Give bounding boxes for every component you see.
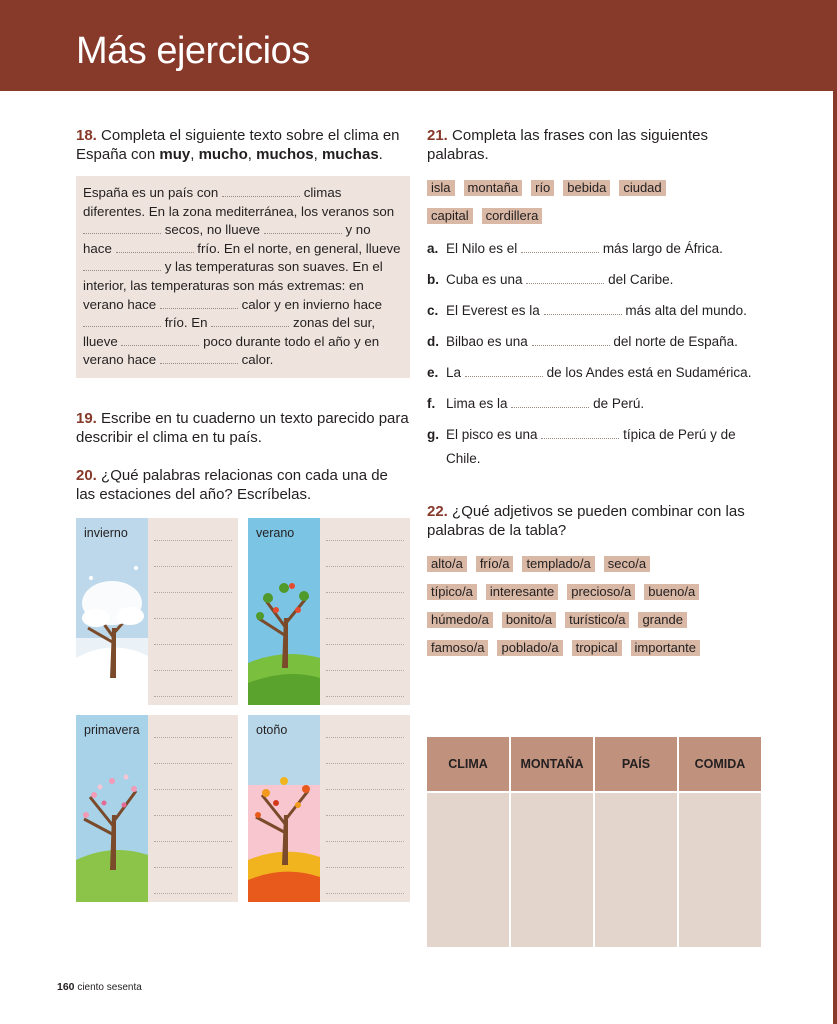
answer-lines[interactable] [154, 518, 232, 705]
right-column [427, 126, 767, 662]
sentence-c: c. El Everest es la más alta del mundo. [427, 303, 747, 318]
sentence-g: g. El pisco es una típica de Perú y de Chile. [427, 427, 736, 466]
exercise-19-title: 19. Escribe en tu cuaderno un texto parecido para describir el clima en tu país. [76, 409, 409, 446]
page-edge-stripe [833, 91, 837, 1024]
word-muchos: muchos [256, 146, 314, 163]
page-header [0, 0, 837, 91]
blank[interactable] [521, 240, 599, 253]
adjective-tag: típico/a [427, 584, 477, 600]
adjective-tag: famoso/a [427, 640, 488, 656]
season-card-winter [76, 518, 238, 705]
exercise-18-text-box: España es un país con climas diferentes. En la zona mediterránea, los veranos son secos, no llueve y no hace frío. En el norte, en general, llueve y las temperaturas son suaves. En el interior, las temperaturas son más extremas: en verano hace calor y en invierno hace frío. En zonas del sur, llueve poco durante todo el año y en verano hace calor. [76, 176, 410, 378]
left-column [76, 126, 410, 910]
season-label-autumn: otoño [256, 722, 288, 737]
adjective-tag: alto/a [427, 556, 467, 572]
adjective-tag: bonito/a [502, 612, 556, 628]
exercise-18-title: 18. Completa el siguiente texto sobre el clima en España con muy, mucho, muchos, muchas. [76, 127, 400, 163]
adjective-tag: templado/a [522, 556, 594, 572]
column-header-pais: PAÍS [595, 737, 677, 791]
table-cell-comida[interactable] [679, 793, 761, 947]
season-label-winter: invierno [84, 525, 128, 540]
blank[interactable] [526, 271, 604, 284]
spring-tree-illustration [76, 715, 148, 902]
blank[interactable] [511, 395, 589, 408]
blank-9[interactable] [121, 333, 199, 346]
blank-6[interactable] [160, 296, 238, 309]
season-card-spring [76, 715, 238, 902]
blank-3[interactable] [264, 221, 342, 234]
word-tag: cordillera [482, 208, 543, 224]
exercise-number: 18. [76, 127, 97, 144]
adjective-tag: interesante [486, 584, 558, 600]
adjective-tag: frío/a [476, 556, 514, 572]
exercise-number: 20. [76, 466, 97, 484]
adjective-tag: tropical [572, 640, 622, 656]
word-muchas: muchas [321, 146, 379, 163]
sentence-e: e. La de los Andes está en Sudamérica. [427, 365, 752, 380]
column-header-clima: CLIMA [427, 737, 509, 791]
table-cell-montana[interactable] [511, 793, 593, 947]
table-cell-clima[interactable] [427, 793, 509, 947]
word-mucho: mucho [198, 146, 248, 163]
blank-4[interactable] [116, 240, 194, 253]
exercise-20-title: 20. ¿Qué palabras relacionas con cada una de las estaciones del año? Escríbelas. [76, 466, 388, 503]
exercise-21-title: 21. Completa las frases con las siguientes palabras. [427, 127, 708, 163]
adjective-tag: bueno/a [644, 584, 699, 600]
blank-1[interactable] [222, 184, 300, 197]
adjectives-table [427, 737, 762, 947]
blank-2[interactable] [83, 221, 161, 234]
word-muy: muy [159, 146, 191, 163]
season-label-summer: verano [256, 525, 295, 540]
exercise-number: 21. [427, 127, 448, 144]
blank[interactable] [532, 333, 610, 346]
exercise-22-word-bank [427, 550, 767, 662]
exercise-21-word-bank [427, 174, 767, 230]
sentence-a: a. El Nilo es el más largo de África. [427, 241, 723, 256]
seasons-grid [76, 518, 410, 910]
word-tag: bebida [563, 180, 610, 196]
column-header-montana: MONTAÑA [511, 737, 593, 791]
blank[interactable] [465, 364, 543, 377]
table-cell-pais[interactable] [595, 793, 677, 947]
word-tag: capital [427, 208, 473, 224]
answer-lines[interactable] [326, 518, 404, 705]
autumn-tree-illustration [248, 715, 320, 902]
winter-tree-illustration [76, 518, 148, 705]
sentence-f: f. Lima es la de Perú. [427, 396, 645, 411]
answer-lines[interactable] [154, 715, 232, 902]
sentence-b: b. Cuba es una del Caribe. [427, 272, 674, 287]
blank[interactable] [541, 426, 619, 439]
blank-5[interactable] [83, 258, 161, 271]
season-card-summer [248, 518, 410, 705]
adjective-tag: turístico/a [565, 612, 629, 628]
season-card-autumn [248, 715, 410, 902]
page-number-words: ciento sesenta [77, 982, 142, 993]
adjective-tag: seco/a [604, 556, 650, 572]
adjective-tag: precioso/a [567, 584, 635, 600]
adjective-tag: poblado/a [497, 640, 562, 656]
sentence-d: d. Bilbao es una del norte de España. [427, 334, 738, 349]
season-label-spring: primavera [84, 722, 140, 737]
column-header-comida: COMIDA [679, 737, 761, 791]
blank[interactable] [544, 302, 622, 315]
word-tag: montaña [464, 180, 523, 196]
adjective-tag: importante [631, 640, 700, 656]
exercise-number: 19. [76, 409, 97, 427]
answer-lines[interactable] [326, 715, 404, 902]
blank-8[interactable] [211, 314, 289, 327]
adjective-tag: húmedo/a [427, 612, 493, 628]
blank-10[interactable] [160, 351, 238, 364]
exercise-number: 22. [427, 503, 448, 520]
page-number: 160 [57, 981, 75, 993]
exercise-22-title: 22. ¿Qué adjetivos se pueden combinar con las palabras de la tabla? [427, 503, 745, 539]
summer-tree-illustration [248, 518, 320, 705]
page-title: Más ejercicios [76, 30, 310, 72]
exercise-21-sentences [427, 237, 767, 471]
word-tag: ciudad [619, 180, 665, 196]
blank-7[interactable] [83, 314, 161, 327]
adjective-tag: grande [638, 612, 686, 628]
page-footer [57, 981, 142, 993]
word-tag: isla [427, 180, 455, 196]
word-tag: río [531, 180, 554, 196]
